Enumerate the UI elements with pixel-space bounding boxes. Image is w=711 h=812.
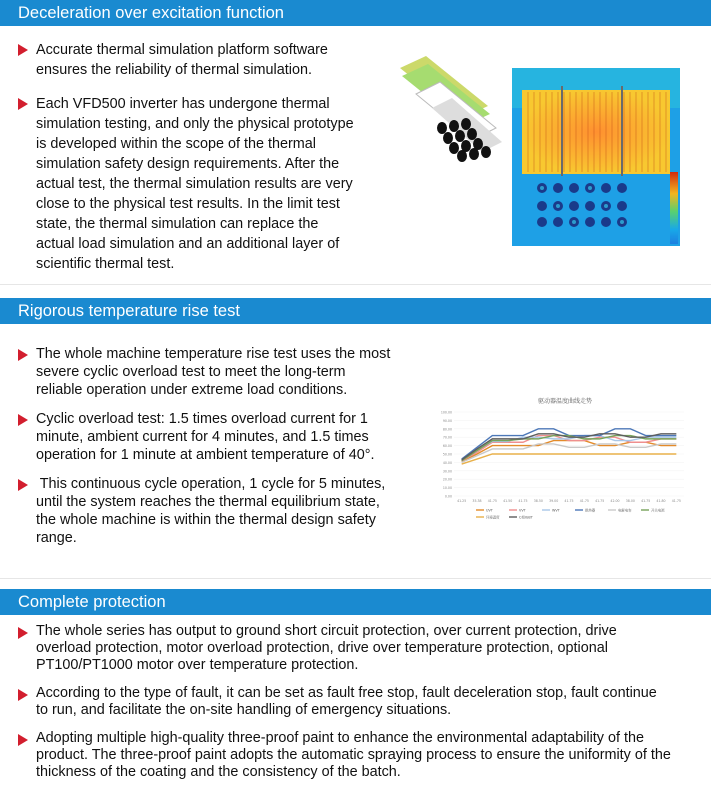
bullet-text-line: According to the type of fault, it can be set as fault free stop, fault deceleration stop, fault continue bbox=[36, 685, 657, 701]
bullet-text-line: operation for 1 minute at ambient temperature of 40°. bbox=[36, 447, 375, 463]
bullet-text-line: scientific thermal test. bbox=[36, 256, 175, 272]
bullet-text-line: severe cyclic overload test to meet the long-term bbox=[36, 364, 346, 380]
chart-title: 驱动器温度曲线走势 bbox=[537, 398, 593, 405]
bullet-list-1 bbox=[16, 40, 396, 274]
bullet-text-line: is developed within the scope of the thermal bbox=[36, 136, 316, 152]
y-tick-label: 60.00 bbox=[442, 444, 452, 449]
bullet-text-line: simulation testing, and only the physical prototype bbox=[36, 116, 354, 132]
x-tick-label: 42.00 bbox=[610, 499, 620, 503]
legend-label: 电解电容 bbox=[618, 508, 632, 513]
bullet-text-line: to run, and facilitate the on-site handling of emergency situations. bbox=[36, 702, 452, 718]
color-scale-bar bbox=[670, 172, 678, 244]
bullet-text-line: The whole machine temperature rise test uses the most bbox=[36, 346, 391, 362]
legend-label: WVT bbox=[552, 508, 560, 513]
bullet-item bbox=[16, 40, 396, 80]
legend-label: 开关电源 bbox=[651, 508, 665, 513]
series-line bbox=[462, 444, 677, 462]
bullet-item bbox=[16, 685, 706, 719]
x-tick-label: 38.50 bbox=[533, 499, 543, 503]
bullet-text-line: actual load simulation and an additional layer of bbox=[36, 236, 340, 252]
y-tick-label: 10.00 bbox=[442, 486, 452, 491]
bullet-item bbox=[16, 475, 426, 547]
bullet-arrow-icon bbox=[18, 689, 28, 701]
3d-model bbox=[400, 56, 502, 162]
y-tick-label: 0.00 bbox=[444, 494, 452, 499]
bullet-item bbox=[16, 623, 706, 674]
bullet-text-line: ensures the reliability of thermal simulation. bbox=[36, 62, 312, 78]
y-tick-label: 50.00 bbox=[442, 452, 452, 457]
bullet-item bbox=[16, 345, 426, 399]
temperature-trend-chart bbox=[440, 392, 690, 530]
y-tick-label: 70.00 bbox=[442, 435, 452, 440]
x-tick-label: 39.00 bbox=[549, 499, 559, 503]
bullet-text-line: overload protection, motor overload protection, drive over temperature protection, optional bbox=[36, 640, 608, 656]
legend-label: C相IGBT bbox=[519, 515, 533, 520]
bullet-item bbox=[16, 94, 396, 274]
bullet-text-line: Accurate thermal simulation platform software bbox=[36, 42, 328, 58]
y-tick-label: 40.00 bbox=[442, 460, 452, 465]
legend-label: UVT bbox=[486, 508, 493, 513]
bullet-text-line: range. bbox=[36, 530, 77, 546]
y-tick-label: 100.00 bbox=[440, 410, 452, 415]
bullet-arrow-icon bbox=[18, 98, 28, 110]
y-tick-label: 90.00 bbox=[442, 418, 452, 423]
x-tick-label: 41.80 bbox=[656, 499, 666, 503]
section-header-deceleration: Deceleration over excitation function bbox=[0, 0, 711, 26]
legend-label: 散热器 bbox=[585, 508, 596, 513]
bullet-text-line: simulation safety design requirements. After the bbox=[36, 156, 340, 172]
x-tick-label: 38.00 bbox=[625, 499, 635, 503]
divider bbox=[0, 284, 711, 285]
bullet-text-line: state, the thermal simulation can replace the bbox=[36, 216, 319, 232]
bullet-text-line: Cyclic overload test: 1.5 times overload current for 1 bbox=[36, 411, 368, 427]
bullet-arrow-icon bbox=[18, 44, 28, 56]
bullet-text-line: actual test, the thermal simulation results are very bbox=[36, 176, 353, 192]
bullet-arrow-icon bbox=[18, 414, 28, 426]
bullet-arrow-icon bbox=[18, 349, 28, 361]
bullet-text-line: PT100/PT1000 motor over temperature protection. bbox=[36, 657, 359, 673]
section-header-temperature-rise: Rigorous temperature rise test bbox=[0, 298, 711, 324]
series-line bbox=[462, 441, 677, 462]
x-tick-label: 41.75 bbox=[487, 499, 497, 503]
bullet-arrow-icon bbox=[18, 479, 28, 491]
x-tick-label: 41.25 bbox=[457, 499, 467, 503]
x-tick-label: 41.75 bbox=[595, 499, 605, 503]
y-tick-label: 20.00 bbox=[442, 477, 452, 482]
bullet-text-line: Adopting multiple high-quality three-proof paint to enhance the environmental adaptability of the bbox=[36, 730, 644, 746]
bullet-text-line: minute, ambient current for 4 minutes, and 1.5 times bbox=[36, 429, 369, 445]
bullet-list-3 bbox=[16, 623, 706, 781]
x-tick-label: 41.50 bbox=[503, 499, 513, 503]
bullet-text-line: the whole machine is within the thermal design safety bbox=[36, 512, 376, 528]
bullet-text-line: close to the physical test results. In the limit test bbox=[36, 196, 340, 212]
bullet-text-line: product. The three-proof paint adopts the automatic spraying process to ensure the uniformity of the bbox=[36, 747, 671, 763]
x-tick-label: 35.38 bbox=[472, 499, 482, 503]
thermal-simulation-image bbox=[392, 46, 698, 256]
y-tick-label: 30.00 bbox=[442, 469, 452, 474]
y-tick-label: 80.00 bbox=[442, 427, 452, 432]
x-tick-label: 41.75 bbox=[671, 499, 681, 503]
x-tick-label: 41.75 bbox=[641, 499, 651, 503]
x-tick-label: 41.75 bbox=[564, 499, 574, 503]
bullet-arrow-icon bbox=[18, 627, 28, 639]
divider bbox=[0, 578, 711, 579]
bullet-text-line: Each VFD500 inverter has undergone thermal bbox=[36, 96, 330, 112]
bullet-text-line: The whole series has output to ground short circuit protection, over current protection, drive bbox=[36, 623, 617, 639]
bullet-item bbox=[16, 410, 426, 464]
thermal-map bbox=[512, 68, 680, 246]
bullet-item bbox=[16, 730, 706, 781]
bullet-list-2 bbox=[16, 345, 426, 547]
legend-label: VVT bbox=[519, 508, 526, 513]
x-tick-label: 41.75 bbox=[518, 499, 528, 503]
legend-label: 环境温度 bbox=[486, 515, 500, 520]
bullet-text-line: This continuous cycle operation, 1 cycle for 5 minutes, bbox=[36, 476, 386, 492]
bullet-text-line: until the system reaches the thermal equilibrium state, bbox=[36, 494, 380, 510]
bullet-text-line: reliable operation under extreme load conditions. bbox=[36, 382, 348, 398]
bullet-arrow-icon bbox=[18, 734, 28, 746]
x-tick-label: 41.75 bbox=[579, 499, 589, 503]
bullet-text-line: thickness of the coating and the consistency of the batch. bbox=[36, 764, 401, 780]
section-header-complete-protection: Complete protection bbox=[0, 589, 711, 615]
